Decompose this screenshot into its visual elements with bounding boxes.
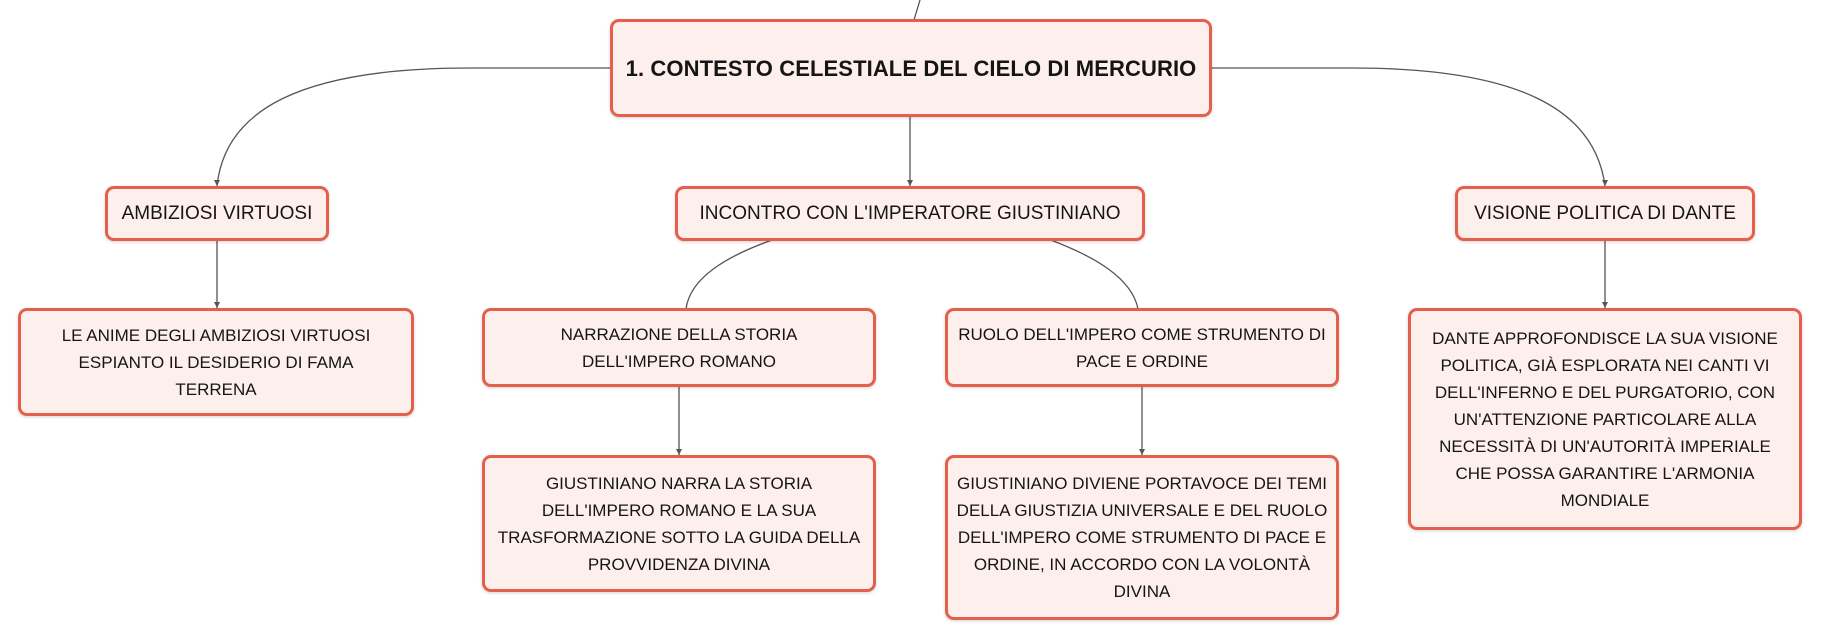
topic-label: AMBIZIOSI VIRTUOSI xyxy=(121,203,313,224)
connector-giustiniano-to-ruolo xyxy=(1048,239,1138,309)
topic-ambiziosi-virtuosi[interactable] xyxy=(105,186,329,241)
root-topic-label: 1. CONTESTO CELESTIALE DEL CIELO DI MERCURIO xyxy=(625,55,1197,81)
topic-incontro-giustiniano[interactable] xyxy=(675,186,1145,241)
detail-narrazione-storia[interactable] xyxy=(482,455,876,592)
topic-label: VISIONE POLITICA DI DANTE xyxy=(1474,203,1736,224)
topic-label: RUOLO DELL'IMPERO COME STRUMENTO DI PACE E ORDINE xyxy=(958,324,1326,371)
detail-visione-politica[interactable] xyxy=(1408,308,1802,530)
connector-root-to-ambiziosi xyxy=(217,68,610,186)
topic-label: NARRAZIONE DELLA STORIA DELL'IMPERO ROMANO xyxy=(560,324,798,371)
detail-text: DANTE APPROFONDISCE LA SUA VISIONE POLITICA, GIÀ ESPLORATA NEI CANTI VI DELL'INFERNO E DEL PURGATORIO, CON UN'ATTENZIONE PARTICOLARE ALLA NECESSITÀ DI UN'AUTORITÀ IMPERIALE CHE POSSA GARANTIRE L'ARMONIA MONDIALE xyxy=(1432,328,1778,510)
connector-parent-to-root xyxy=(914,0,920,20)
detail-ambiziosi-virtuosi[interactable] xyxy=(18,308,414,416)
detail-text: GIUSTINIANO NARRA LA STORIA DELL'IMPERO ROMANO E LA SUA TRASFORMAZIONE SOTTO LA GUIDA DELLA PROVVIDENZA DIVINA xyxy=(497,473,861,574)
connector-giustiniano-to-narrazione xyxy=(686,239,775,309)
detail-ruolo-impero[interactable] xyxy=(945,455,1339,620)
detail-text: LE ANIME DEGLI AMBIZIOSI VIRTUOSI ESPIANTO IL DESIDERIO DI FAMA TERRENA xyxy=(61,325,371,399)
root-topic[interactable] xyxy=(610,19,1212,117)
connector-root-to-visione xyxy=(1212,68,1605,186)
topic-ruolo-impero[interactable] xyxy=(945,308,1339,387)
detail-text: GIUSTINIANO DIVIENE PORTAVOCE DEI TEMI DELLA GIUSTIZIA UNIVERSALE E DEL RUOLO DELL'IMPERO COME STRUMENTO DI PACE E ORDINE, IN ACCORDO CON LA VOLONTÀ DIVINA xyxy=(956,474,1328,601)
topic-label: INCONTRO CON L'IMPERATORE GIUSTINIANO xyxy=(699,203,1121,224)
topic-visione-politica[interactable] xyxy=(1455,186,1755,241)
topic-narrazione-storia[interactable] xyxy=(482,308,876,387)
